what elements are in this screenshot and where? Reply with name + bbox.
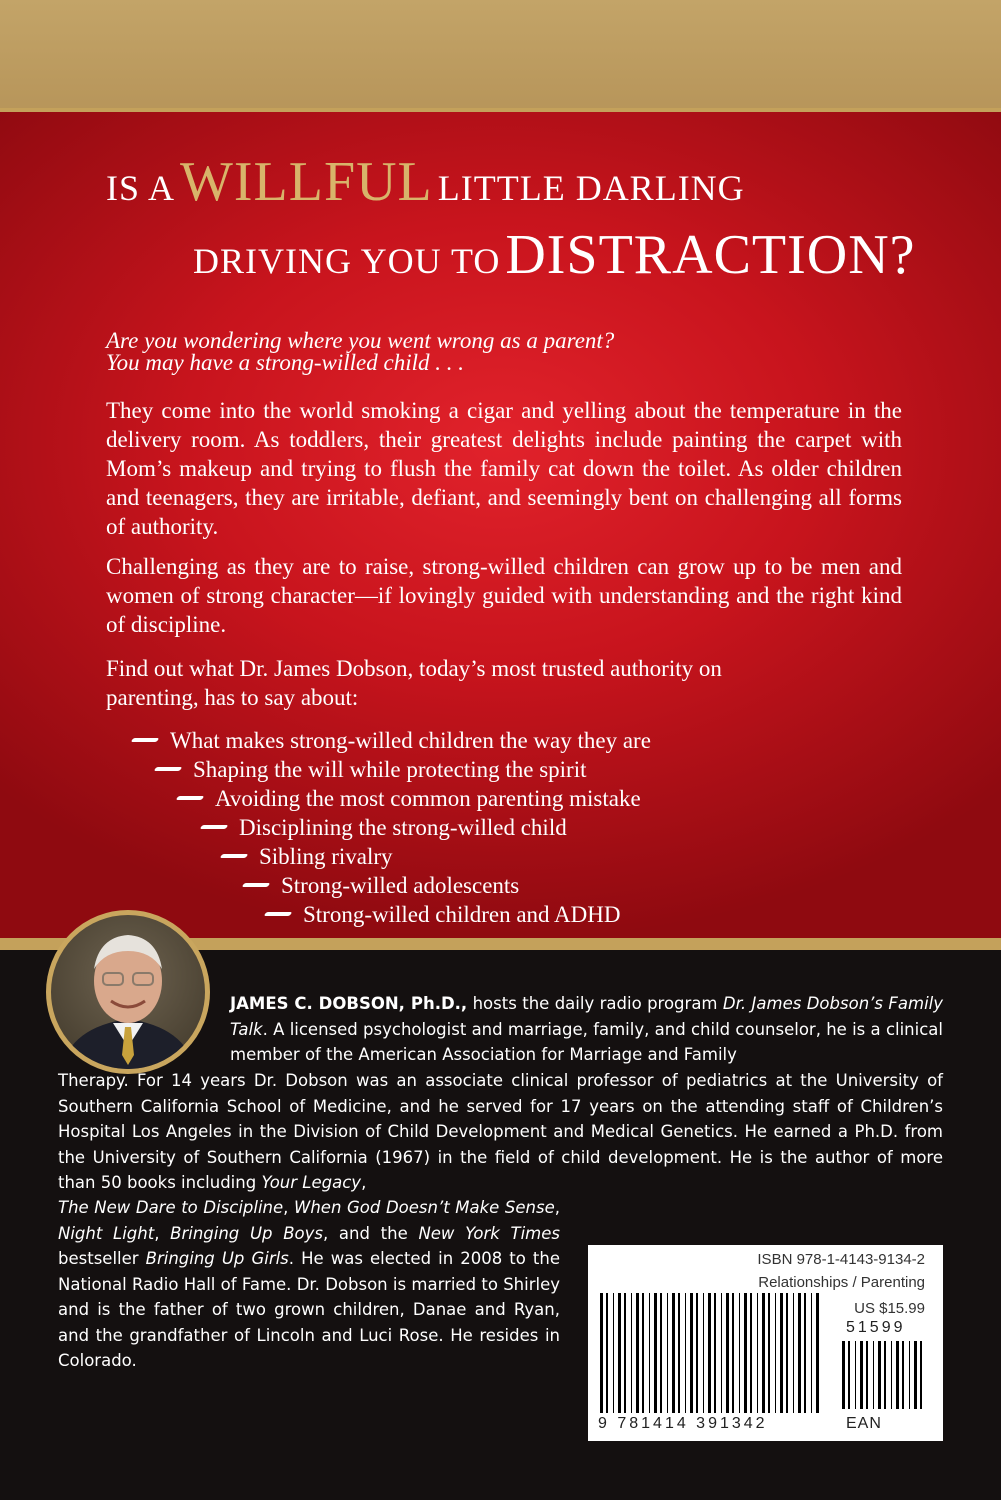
dash-icon xyxy=(242,883,271,887)
author-photo xyxy=(46,910,210,1074)
dash-icon xyxy=(131,738,160,742)
isbn-text: ISBN 978-1-4143-9134-2 xyxy=(757,1251,925,1268)
topic-list xyxy=(0,726,1001,929)
list-item-text: Disciplining the strong-willed child xyxy=(239,815,567,840)
dash-icon xyxy=(264,912,293,916)
intro-text: You may have a strong-willed child . . . xyxy=(106,350,464,375)
newspaper-title: New York Times xyxy=(418,1223,560,1243)
list-item xyxy=(0,726,1001,755)
list-item xyxy=(0,813,1001,842)
dash-icon xyxy=(176,796,205,800)
bio-text: , xyxy=(361,1173,367,1192)
bio-text: , and the xyxy=(322,1223,419,1243)
headline-emphasis: WILLFUL xyxy=(180,151,433,213)
bio-text: , xyxy=(283,1198,295,1217)
paragraph-text: They come into the world smoking a cigar and yelling about the temperature in the delivery room. As toddlers, their greatest delights include painting the carpet with Mom’s makeup and trying to flush the family cat down the toilet. As older children and teenagers, they are irritable, defiant, and seemingly bent on challenging all forms of authority. xyxy=(106,398,902,539)
headline-emphasis: DISTRACTION? xyxy=(505,224,916,286)
paragraph-1 xyxy=(106,396,902,541)
headline-line-2 xyxy=(193,223,1001,287)
author-bio-part-1 xyxy=(230,991,943,1068)
book-title: Night Light xyxy=(58,1223,155,1243)
list-item xyxy=(0,755,1001,784)
price-text: US $15.99 xyxy=(854,1300,925,1317)
dash-icon xyxy=(154,767,183,771)
dash-icon xyxy=(220,854,249,858)
barcode-digits: 9 781414 391342 xyxy=(598,1415,768,1432)
list-item-text: Strong-willed children and ADHD xyxy=(303,902,621,927)
list-item-text: Sibling rivalry xyxy=(259,844,393,869)
author-bio-part-2 xyxy=(58,1068,943,1196)
headline-part: LITTLE DARLING xyxy=(437,168,745,208)
list-item-text: Shaping the will while protecting the spirit xyxy=(193,757,587,782)
radio-show-title: Dr. James Dobson’s Family Talk xyxy=(230,994,943,1039)
bio-text: , xyxy=(554,1198,560,1217)
headline-part: DRIVING YOU TO xyxy=(193,241,501,281)
list-item-text: What makes strong-willed children the way they are xyxy=(170,728,651,753)
list-item xyxy=(0,784,1001,813)
book-title: When God Doesn’t Make Sense xyxy=(294,1198,555,1217)
bio-text: Therapy. For 14 years Dr. Dobson was an associate clinical professor of pediatrics at the University of Southern California School of Medicine, and he served for 17 years on the attending staff of Children’s Hospital Los Angeles in the Division of Child Development and Medical Genetics. He earned a Ph.D. from the University of Southern California (1967) in the field of child development. He is the author of more than 50 books including xyxy=(58,1071,943,1192)
top-gold-band xyxy=(0,0,1001,112)
author-bio-part-3 xyxy=(58,1195,560,1374)
bio-text: . A licensed psychologist and marriage, family, and child counselor, he is a clinical member of the American Association for Marriage and Family xyxy=(230,1019,943,1064)
paragraph-2 xyxy=(106,552,902,639)
price-code: 51599 xyxy=(846,1319,906,1336)
ean-label: EAN xyxy=(846,1415,882,1432)
list-item xyxy=(0,871,1001,900)
list-item-text: Avoiding the most common parenting mistake xyxy=(215,786,641,811)
book-title: The New Dare to Discipline xyxy=(58,1198,284,1217)
bio-text: hosts the daily radio program xyxy=(467,994,723,1013)
ean-barcode-icon xyxy=(600,1293,820,1413)
list-item xyxy=(0,842,1001,871)
intro-text: Are you wondering where you went wrong as a parent? xyxy=(106,328,615,353)
book-title: Your Legacy xyxy=(261,1173,362,1192)
intro-question-2 xyxy=(106,348,902,377)
author-portrait-icon xyxy=(51,915,205,1069)
dash-icon xyxy=(200,825,229,829)
book-title: Bringing Up Boys xyxy=(170,1223,323,1243)
bio-text: . He was elected in 2008 to the National Radio Hall of Fame. Dr. Dobson is married to Shirley and is the father of two grown children, Danae and Ryan, and the grandfather of Lincoln and Luci Rose. He resides in Colorado. xyxy=(58,1249,560,1370)
author-name: JAMES C. DOBSON, Ph.D., xyxy=(230,994,468,1013)
list-item-text: Strong-willed adolescents xyxy=(281,873,520,898)
paragraph-text: Challenging as they are to raise, strong-willed children can grow up to be men and women of strong character—if lovingly guided with understanding and the right kind of discipline. xyxy=(106,554,902,637)
bio-text: bestseller xyxy=(58,1249,146,1268)
category-text: Relationships / Parenting xyxy=(758,1274,925,1291)
book-title: Bringing Up Girls xyxy=(145,1249,289,1268)
headline-part: IS A xyxy=(106,168,176,208)
headline-line-1 xyxy=(106,150,1001,214)
bio-text: , xyxy=(154,1223,171,1243)
paragraph-3 xyxy=(106,654,806,712)
barcode-box xyxy=(588,1245,943,1441)
addon-barcode-icon xyxy=(842,1341,924,1409)
paragraph-text: Find out what Dr. James Dobson, today’s most trusted authority on parenting, has to say about: xyxy=(106,656,722,710)
